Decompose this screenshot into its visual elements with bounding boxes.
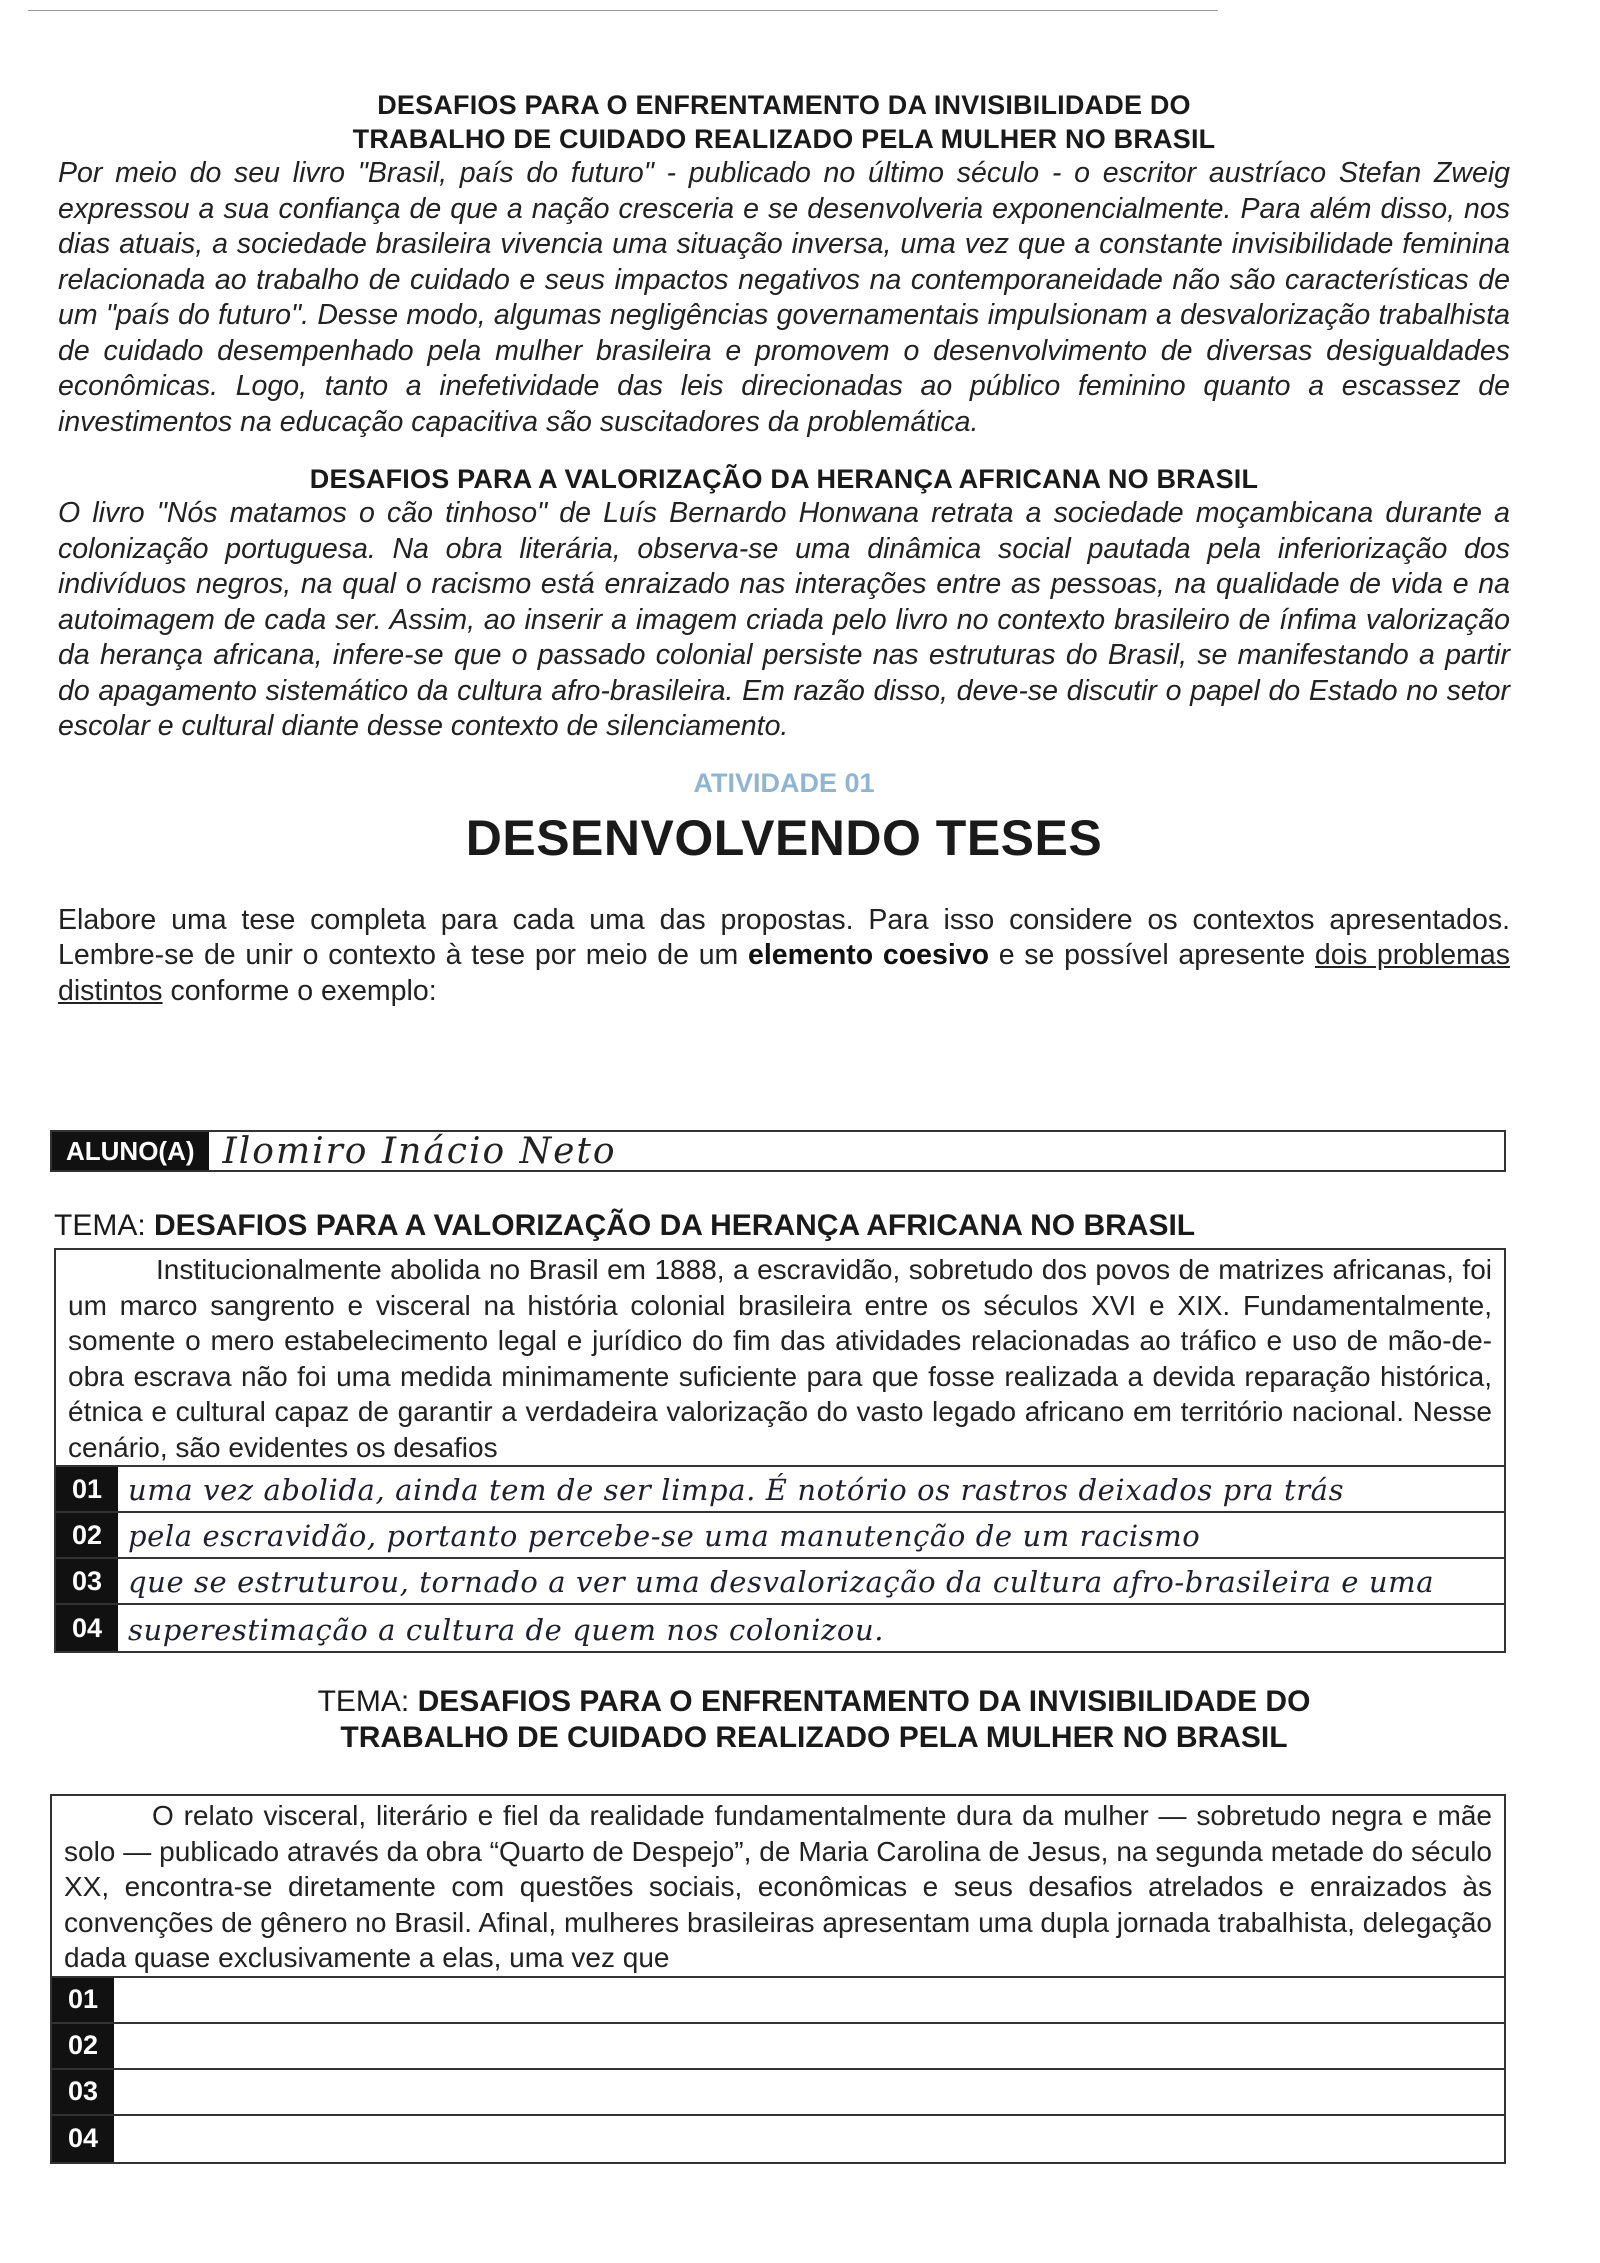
line-number: 02 — [52, 2024, 114, 2068]
handwritten-text[interactable]: pela escravidão, portanto percebe-se uma manutenção de um racismo — [128, 1519, 1201, 1553]
tema2-context: O relato visceral, literário e fiel da realidade fundamentalmente dura da mulher — sobretudo negra e mãe solo — publicado através da obra “Quarto de Despejo”, de Maria Carolina de Jesus, na segunda metade do século XX, encontra-se diretamente com questões sociais, econômicas e seus desafios atrelados e enraizados às convenções de gênero no Brasil. Afinal, mulheres brasileiras apresentam uma dupla jornada trabalhista, delegação dada quase exclusivamente a elas, uma vez que — [64, 1800, 1492, 1973]
example2-text: O livro "Nós matamos o cão tinhoso" de Luís Bernardo Honwana retrata a sociedade moçambicana durante a colonização portuguesa. Na obra literária, observa-se uma dinâmica social pautada pela inferiorização dos indivíduos negros, na qual o racismo está enraizado nas interações entre as pessoas, na qualidade de vida e na autoimagem de cada ser. Assim, ao inserir a imagem criada pelo livro no contexto brasileiro de ínfima valorização da herança africana, infere-se que o passado colonial persiste nas estruturas do Brasil, se manifestando a partir do apagamento sistemático da cultura afro-brasileira. Em razão disso, deve-se discutir o papel do Estado no setor escolar e cultural diante desse contexto de silenciamento. — [58, 497, 1510, 742]
tema2-box — [50, 1794, 1506, 2164]
handwritten-text[interactable] — [114, 2024, 124, 2068]
answer-line[interactable] — [56, 1467, 1504, 1513]
top-rule — [28, 10, 1218, 11]
tema2-prefix: TEMA: — [317, 1685, 418, 1718]
instructions-bold: elemento coesivo — [748, 939, 989, 971]
instructions-underline: dois problemas distintos — [58, 939, 1510, 1007]
handwritten-text[interactable] — [114, 2070, 124, 2114]
example1-title — [58, 88, 1510, 156]
handwritten-text[interactable]: uma vez abolida, ainda tem de ser limpa. É notório os rastros deixados pra trás — [128, 1473, 1345, 1507]
tema2-answer-lines — [52, 1976, 1504, 2162]
tema1-heading — [54, 1208, 1195, 1244]
answer-line[interactable] — [52, 2116, 1504, 2162]
tema2-title-line1: DESAFIOS PARA O ENFRENTAMENTO DA INVISIBILIDADE DO — [417, 1685, 1311, 1718]
line-number: 03 — [56, 1559, 118, 1603]
tema1-title: DESAFIOS PARA A VALORIZAÇÃO DA HERANÇA AFRICANA NO BRASIL — [154, 1209, 1196, 1242]
example2-title: DESAFIOS PARA A VALORIZAÇÃO DA HERANÇA AFRICANA NO BRASIL — [309, 464, 1259, 494]
instructions-part1: Elabore uma tese completa para cada uma das propostas. Para isso considere os contextos apresentados. Lembre-se de unir o contexto à tese por meio de um — [58, 903, 1510, 971]
student-label: ALUNO(A) — [52, 1132, 209, 1170]
tema1-context: Institucionalmente abolida no Brasil em 1888, a escravidão, sobretudo dos povos de matrizes africanas, foi um marco sangrento e visceral na história colonial brasileira entre os séculos XVI e XIX. Fundamentalmente, somente o mero estabelecimento legal e jurídico do fim das atividades relacionadas ao tráfico e uso de mão-de-obra escrava não foi uma medida minimamente suficiente para que fosse realizada a devida reparação histórica, étnica e cultural capaz de garantir a verdadeira valorização do vasto legado africano em território nacional. Nesse cenário, são evidentes os desafios — [68, 1254, 1492, 1463]
answer-line[interactable] — [52, 2024, 1504, 2070]
handwritten-text[interactable]: que se estruturou, tornado a ver uma desvalorização da cultura afro-brasileira e uma — [128, 1565, 1435, 1599]
answer-line[interactable] — [52, 1978, 1504, 2024]
handwritten-text[interactable] — [114, 1978, 124, 2022]
student-name-field[interactable] — [50, 1130, 1506, 1172]
line-number: 04 — [52, 2116, 114, 2162]
student-name[interactable]: Ilomiro Inácio Neto — [222, 1130, 617, 1172]
handwritten-text[interactable]: superestimação a cultura de quem nos colonizou. — [128, 1613, 885, 1647]
page-content — [58, 88, 1510, 1009]
answer-line[interactable] — [52, 2070, 1504, 2116]
tema2-title-line2: TRABALHO DE CUIDADO REALIZADO PELA MULHER NO BRASIL — [340, 1721, 1288, 1754]
tema1-answer-lines — [56, 1465, 1504, 1651]
line-number: 01 — [56, 1467, 118, 1511]
handwritten-text[interactable] — [114, 2116, 124, 2162]
answer-line[interactable] — [56, 1559, 1504, 1605]
line-number: 04 — [56, 1605, 118, 1651]
example1-title-line2: TRABALHO DE CUIDADO REALIZADO PELA MULHER NO BRASIL — [352, 124, 1216, 154]
tema1-box — [54, 1248, 1506, 1653]
line-number: 03 — [52, 2070, 114, 2114]
example1-title-line1: DESAFIOS PARA O ENFRENTAMENTO DA INVISIBILIDADE DO — [377, 90, 1191, 120]
instructions — [58, 903, 1510, 1010]
activity-title: DESENVOLVENDO TESES — [465, 809, 1103, 866]
answer-line[interactable] — [56, 1513, 1504, 1559]
example1-text: Por meio do seu livro "Brasil, país do futuro" - publicado no último século - o escritor austríaco Stefan Zweig expressou a sua confiança de que a nação cresceria e se desenvolveria exponencialmente. Para além disso, nos dias atuais, a sociedade brasileira vivencia uma situação inversa, uma vez que a constante invisibilidade feminina relacionada ao trabalho de cuidado e seus impactos negativos na contemporaneidade não são características de um "país do futuro". Desse modo, algumas negligências governamentais impulsionam a desvalorização trabalhista de cuidado desempenhado pela mulher brasileira e promovem o desenvolvimento de diversas desigualdades econômicas. Logo, tanto a inefetividade das leis direcionadas ao público feminino quanto a escassez de investimentos na educação capacitiva são suscitadores da problemática. — [58, 157, 1510, 438]
line-number: 01 — [52, 1978, 114, 2022]
instructions-part3: conforme o exemplo: — [162, 974, 437, 1007]
tema2-heading — [54, 1684, 1574, 1756]
tema1-prefix: TEMA: — [54, 1209, 155, 1242]
answer-line[interactable] — [56, 1605, 1504, 1651]
line-number: 02 — [56, 1513, 118, 1557]
instructions-part2: e se possível apresente — [989, 939, 1315, 971]
activity-label: ATIVIDADE 01 — [693, 767, 875, 798]
